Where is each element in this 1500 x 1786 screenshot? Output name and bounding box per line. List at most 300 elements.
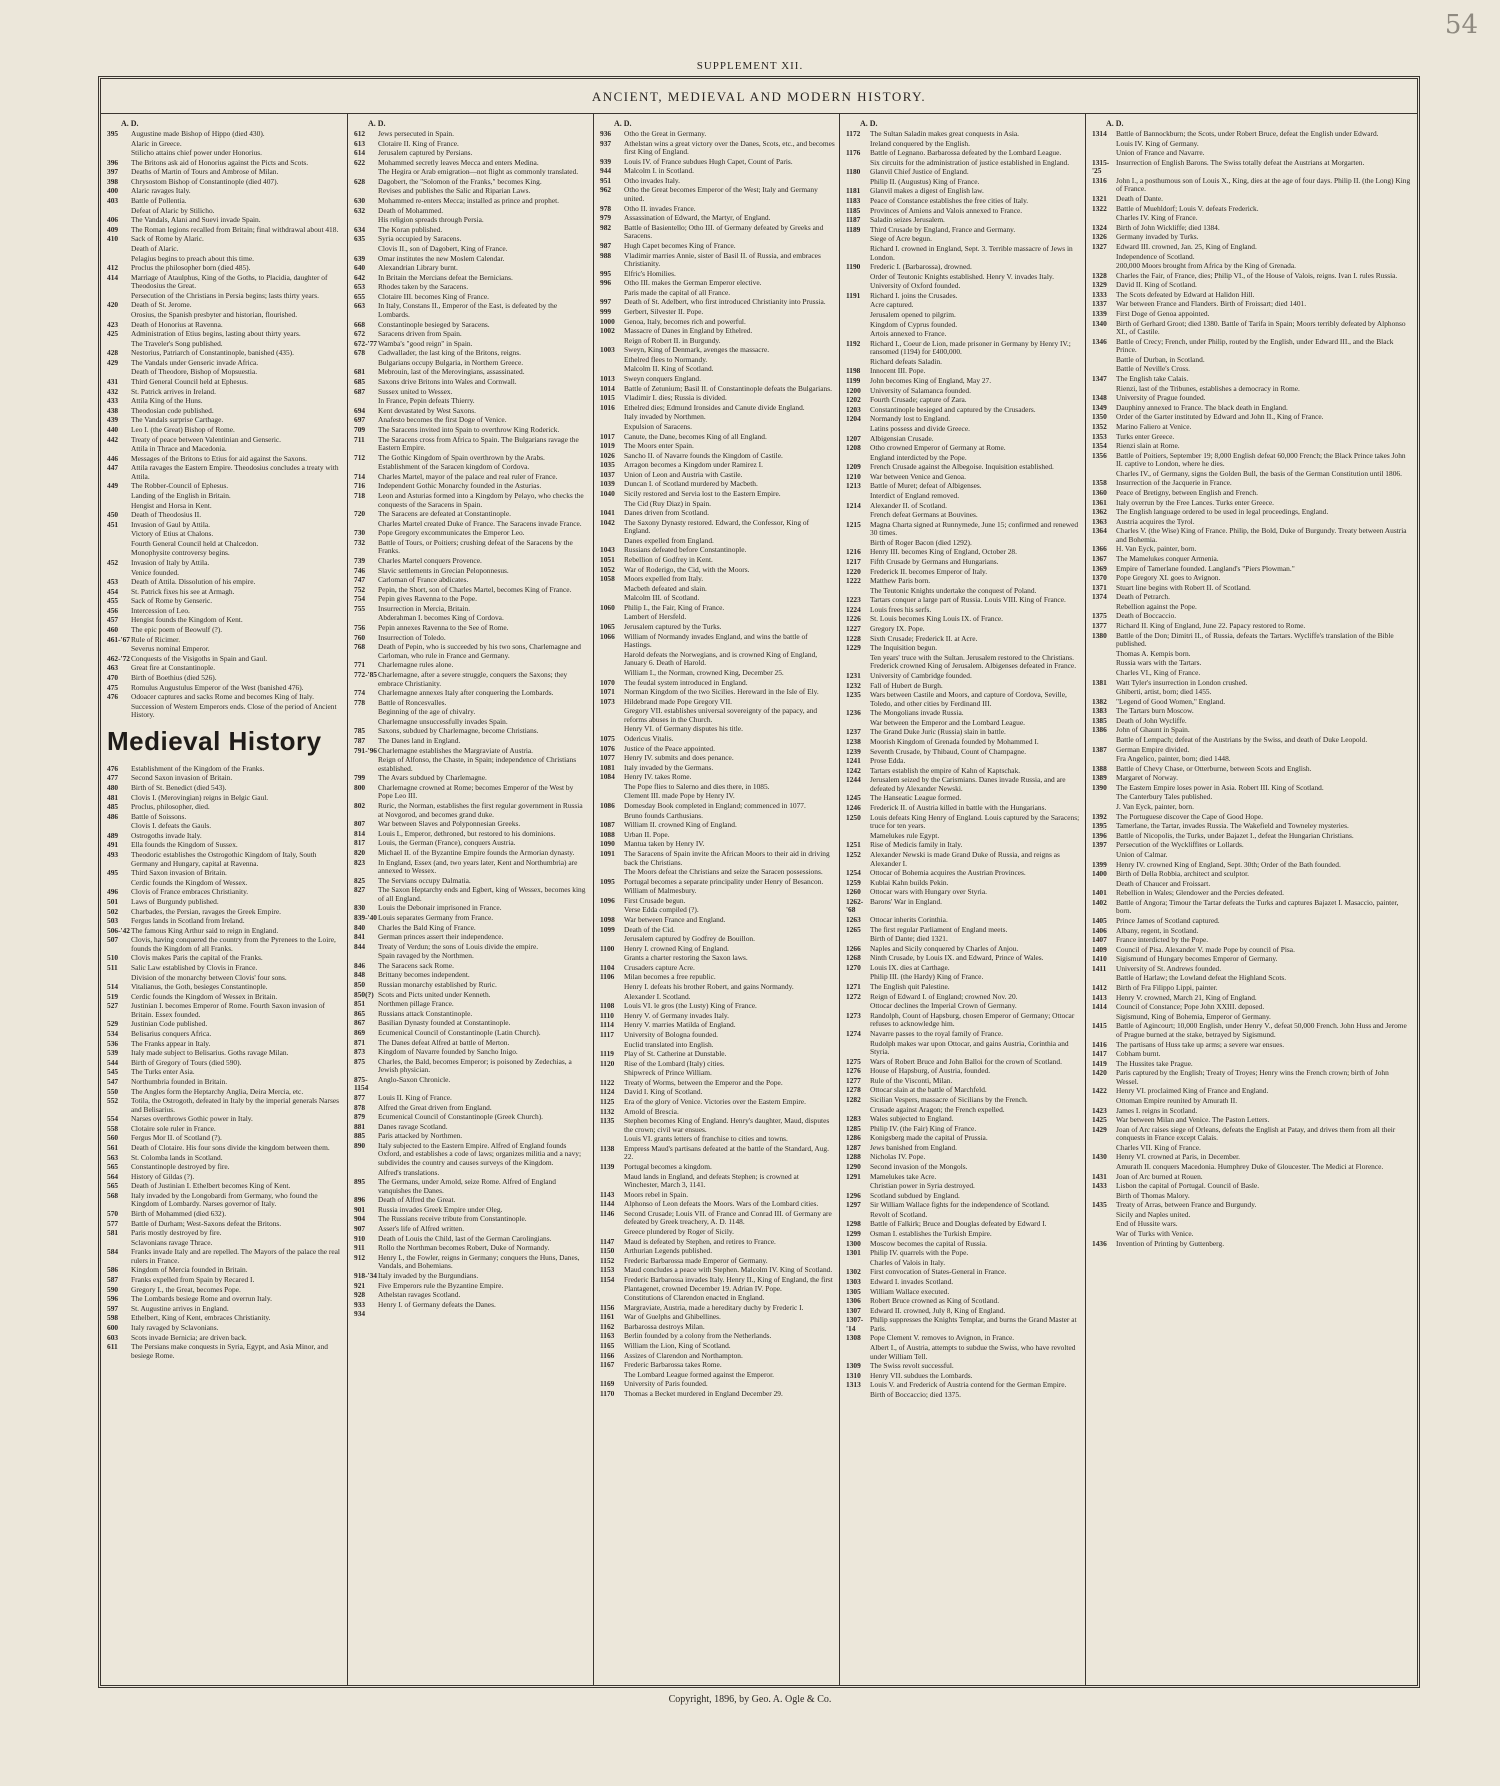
entry-year: 827: [354, 885, 366, 895]
entry-text: Dagobert, the "Solomon of the Franks," becomes King.: [378, 176, 542, 186]
history-entry: [354, 1094, 589, 1103]
entry-text: Era of the glory of Venice. Victories over the Eastern Empire.: [624, 1096, 806, 1106]
entry-text: Innocent III. Pope.: [870, 366, 926, 376]
ad-label: A. D.: [1106, 119, 1124, 128]
entry-year: 486: [107, 811, 119, 821]
entry-year: 1037: [600, 469, 615, 479]
entry-year: 1333: [1092, 289, 1107, 299]
history-entry: [846, 245, 1081, 262]
history-entry: [600, 385, 835, 394]
history-entry: [107, 311, 343, 320]
history-entry: [600, 783, 835, 792]
history-entry: [846, 511, 1081, 520]
entry-year: 1189: [846, 224, 861, 234]
history-entry: [600, 878, 835, 887]
entry-year: [1092, 140, 1116, 149]
history-entry: [1092, 489, 1413, 498]
history-entry: [600, 1079, 835, 1088]
entry-year: 480: [107, 783, 119, 792]
entry-year: 1117: [600, 1029, 614, 1039]
entry-text: Alaric in Greece.: [131, 138, 182, 148]
history-entry: [1092, 499, 1413, 508]
history-entry: [600, 773, 835, 782]
entry-year: 1260: [846, 887, 861, 897]
history-entry: [354, 849, 589, 858]
entry-year: 1065: [600, 622, 615, 632]
entry-year: 1411: [1092, 963, 1107, 973]
entry-year: [846, 832, 870, 841]
entry-text: Justinian Code published.: [131, 1019, 208, 1029]
history-entry: [354, 1301, 589, 1310]
entry-text: Ninth Crusade, by Louis IX. and Edward, Prince of Wales.: [870, 953, 1044, 963]
history-entry: [107, 626, 343, 635]
history-entry: [1092, 195, 1413, 204]
history-entry: [846, 851, 1081, 868]
history-entry: [600, 1135, 835, 1144]
entry-text: Philip III. (the Hardy) King of France.: [870, 972, 984, 982]
entry-year: 685: [354, 377, 366, 387]
entry-text: Otho the Great becomes Emperor of the West; Italy and Germany united.: [624, 185, 818, 204]
history-entry: [846, 425, 1081, 434]
entry-year: [846, 1211, 870, 1220]
entry-text: Spain ravaged by the Northmen.: [378, 951, 474, 961]
entry-text: Council of Constance; Pope John XXIII. deposed.: [1116, 1002, 1265, 1012]
history-entry: [1092, 1163, 1413, 1172]
entry-text: War of Turks with Venice.: [1116, 1229, 1194, 1239]
entry-year: 830: [354, 903, 366, 913]
entry-text: William I., the Norman, crowned King, December 25.: [624, 667, 784, 677]
entry-year: 712: [354, 452, 366, 462]
entry-year: 1327: [1092, 241, 1107, 251]
entry-year: 1352: [1092, 421, 1107, 431]
entry-text: Charles VII. King of France.: [1116, 1142, 1201, 1152]
history-entry: [354, 1215, 589, 1224]
history-entry: [1092, 140, 1413, 149]
entry-text: Malcolm III. of Scotland.: [624, 593, 700, 603]
history-entry: [107, 1163, 343, 1172]
entry-year: [1092, 1163, 1116, 1172]
entry-year: 597: [107, 1303, 119, 1313]
entry-text: Moscow becomes the capital of Russia.: [870, 1238, 987, 1248]
history-entry: [600, 177, 835, 186]
entry-text: Clement III. made Pope by Henry IV.: [624, 791, 735, 801]
history-entry: [354, 661, 589, 670]
history-entry: [107, 983, 343, 992]
entry-text: Scots and Picts united under Kenneth.: [378, 989, 491, 999]
entry-text: In France, Pepin defeats Thierry.: [378, 396, 475, 406]
history-entry: [354, 671, 589, 688]
entry-text: Victory of Etius at Chalons.: [131, 529, 214, 539]
history-entry: [354, 283, 589, 292]
entry-text: The Vandals under Genseric invade Africa.: [131, 357, 259, 367]
entry-year: 1288: [846, 1152, 861, 1162]
entry-year: [107, 502, 131, 511]
entry-text: Saxons, subdued by Charlemagne, become Christians.: [378, 726, 539, 736]
history-entry: [600, 471, 835, 480]
history-entry: [600, 509, 835, 518]
entry-year: 1361: [1092, 497, 1107, 507]
entry-year: 850: [354, 980, 366, 990]
entry-year: 400: [107, 186, 119, 196]
history-entry: [600, 1060, 835, 1069]
entry-year: [107, 245, 131, 254]
entry-year: 1039: [600, 479, 615, 489]
entry-text: Ottoman Empire reunited by Amurath II.: [1116, 1095, 1238, 1105]
history-entry: [600, 318, 835, 327]
history-entry: [600, 1313, 835, 1322]
entry-text: Urban II. Pope.: [624, 829, 670, 839]
history-entry: [107, 1068, 343, 1077]
entry-year: 1013: [600, 374, 615, 384]
history-entry: [1092, 650, 1413, 659]
entry-text: Danes ravage Scotland.: [378, 1121, 448, 1131]
entry-year: 1274: [846, 1028, 861, 1038]
history-entry: [354, 943, 589, 952]
entry-year: 1413: [1092, 992, 1107, 1002]
entry-year: 1035: [600, 460, 615, 470]
entry-year: [600, 1135, 624, 1144]
history-entry: [354, 971, 589, 980]
entry-text: The Cid (Ruy Diaz) in Spain.: [624, 498, 712, 508]
entry-text: Second Saxon invasion of Britain.: [131, 773, 233, 783]
history-entry: [1092, 272, 1413, 281]
entry-year: 1114: [600, 1020, 614, 1030]
entry-year: 681: [354, 367, 366, 377]
entry-text: Northumbria founded in Britain.: [131, 1076, 228, 1086]
history-entry: [600, 964, 835, 973]
entry-text: Sweyn conquers England.: [624, 374, 701, 384]
history-entry: [846, 1115, 1081, 1124]
entry-text: Greece plundered by Roger of Sicily.: [624, 1227, 734, 1237]
entry-year: 1250: [846, 812, 861, 822]
entry-year: 1242: [846, 765, 861, 775]
history-entry: [354, 197, 589, 206]
history-entry: [354, 962, 589, 971]
entry-year: 878: [354, 1102, 366, 1112]
entry-year: 746: [354, 565, 366, 575]
entry-text: Clovis I. (Merovingian) reigns in Belgic Gaul.: [131, 792, 269, 802]
entry-text: Harold defeats the Norwegians, and is crowned King of England, January 6. Death of Harold.: [624, 649, 818, 668]
entry-text: Monophysite controversy begins.: [131, 548, 230, 558]
history-entry: [600, 1380, 835, 1389]
entry-year: [600, 954, 624, 963]
history-entry: [107, 803, 343, 812]
entry-year: 1307-'14: [846, 1315, 864, 1333]
entry-year: 1315-'25: [1092, 157, 1110, 176]
entry-year: [1092, 755, 1116, 764]
entry-year: 877: [354, 1092, 366, 1102]
entry-text: John becomes King of England, May 27.: [870, 376, 992, 386]
entry-year: [354, 756, 378, 773]
entry-year: 1215: [846, 519, 861, 529]
history-entry: [600, 298, 835, 307]
entry-text: The Gothic Kingdom of Spain overthrown by the Arabs.: [378, 452, 545, 462]
entry-text: The Grand Duke Juric (Russia) slain in battle.: [870, 727, 1006, 737]
history-entry: [1092, 965, 1413, 974]
entry-text: Death of Alfred the Great.: [378, 1195, 456, 1205]
entry-year: [846, 511, 870, 520]
entry-year: 554: [107, 1114, 119, 1124]
history-entry: [354, 454, 589, 463]
entry-year: 456: [107, 605, 119, 615]
entry-year: 536: [107, 1038, 119, 1048]
history-entry: [107, 235, 343, 244]
history-entry: [600, 1002, 835, 1011]
entry-year: 1272: [846, 991, 861, 1001]
entry-text: Lambert of Hersfeld.: [624, 612, 687, 622]
entry-year: [107, 445, 131, 454]
entry-text: Ecumenical Council of Constantinople (Latin Church).: [378, 1027, 541, 1037]
history-entry: [1092, 1041, 1413, 1050]
entry-year: 921: [354, 1280, 366, 1290]
entry-text: Paris attacked by Northmen.: [378, 1131, 463, 1141]
entry-year: 1350: [1092, 412, 1107, 422]
entry-year: 454: [107, 586, 119, 596]
entry-text: Cerdic founds the Kingdom of Wessex in Britain.: [131, 991, 278, 1001]
history-entry: [107, 1229, 343, 1238]
entry-text: Rebellion against the Pope.: [1116, 601, 1197, 611]
entry-text: Clotaire II. King of France.: [378, 138, 459, 148]
history-entry: [354, 426, 589, 435]
entry-year: [846, 1040, 870, 1057]
entry-text: Division of the monarchy between Clovis' four sons.: [131, 972, 287, 982]
entry-year: 901: [354, 1204, 366, 1214]
entry-year: 848: [354, 970, 366, 980]
column-4: [839, 113, 1085, 1685]
history-entry: [600, 897, 835, 906]
entry-year: [600, 935, 624, 944]
entry-text: Insurrection in Mercia, Britain.: [378, 603, 471, 613]
history-entry: [1092, 1126, 1413, 1143]
entry-year: 477: [107, 773, 119, 783]
history-entry: [846, 1002, 1081, 1011]
entry-text: Stephen becomes King of England. Henry's daughter, Maud, disputes the crown; civil war ensues.: [624, 1116, 830, 1134]
history-entry: [354, 605, 589, 614]
entry-text: Anglo-Saxon Chronicle.: [378, 1074, 451, 1084]
entry-year: 1324: [1092, 222, 1107, 232]
entry-year: 1217: [846, 557, 861, 567]
history-entry: [846, 709, 1081, 718]
entry-year: 446: [107, 453, 119, 463]
entry-text: Charbades, the Persian, ravages the Greek Empire.: [131, 906, 282, 916]
entry-text: Death of John Wycliffe.: [1116, 715, 1187, 725]
entry-text: Russian monarchy established by Ruric.: [378, 980, 497, 990]
entry-text: Battle of Durham; West-Saxons defeat the Britons.: [131, 1218, 282, 1228]
entry-text: Brittany becomes independent.: [378, 970, 470, 980]
entry-year: [1092, 385, 1116, 394]
history-entry: [600, 480, 835, 489]
history-entry: [1092, 1230, 1413, 1239]
entry-text: Order of Teutonic Knights established. Henry V. invades Italy.: [870, 271, 1054, 281]
entry-year: 995: [600, 268, 612, 278]
entry-text: Philip IV. (the Fair) King of France.: [870, 1123, 977, 1133]
entry-year: 800: [354, 782, 366, 792]
history-entry: [107, 569, 343, 578]
entry-year: 1322: [1092, 203, 1107, 213]
entry-text: Provinces of Amiens and Valois annexed to France.: [870, 205, 1023, 215]
entry-year: 1431: [1092, 1171, 1107, 1181]
entry-text: The Saracens of Spain invite the African Moors to their aid in driving back the Christians.: [624, 848, 830, 867]
entry-text: University of Paris founded.: [624, 1379, 708, 1389]
entry-year: [600, 725, 624, 734]
entry-text: Union of France and Navarre.: [1116, 148, 1205, 158]
entry-text: Invasion of Italy by Attila.: [131, 558, 210, 568]
history-entry: [600, 594, 835, 603]
entry-text: Birth of Boethius (died 526).: [131, 672, 217, 682]
entry-year: [1092, 793, 1116, 802]
entry-year: 634: [354, 224, 366, 234]
history-entry: [1092, 593, 1413, 602]
history-entry: [107, 197, 343, 206]
history-entry: [600, 669, 835, 678]
entry-year: 1405: [1092, 915, 1107, 925]
history-entry: [846, 178, 1081, 187]
entry-text: Council of Pisa. Alexander V. made Pope by council of Pisa.: [1116, 944, 1295, 954]
history-entry: [846, 330, 1081, 339]
history-entry: [354, 904, 589, 913]
entry-text: Third Saxon invasion of Britain.: [131, 868, 227, 878]
entry-text: The Koran published.: [378, 224, 443, 234]
entry-year: 581: [107, 1228, 119, 1238]
history-entry: [107, 1088, 343, 1097]
history-entry: [846, 539, 1081, 548]
entry-text: Northmen pillage France.: [378, 999, 454, 1009]
entry-text: First Crusade begun.: [624, 895, 686, 905]
entry-text: Milan becomes a free republic.: [624, 972, 716, 982]
entry-year: 1016: [600, 402, 615, 412]
entry-year: 453: [107, 577, 119, 587]
entry-text: Louis V. and Frederick of Austria contend for the German Empire.: [870, 1380, 1067, 1390]
entry-text: University of Prague founded.: [1116, 393, 1206, 403]
entry-text: Canute, the Dane, becomes King of all England.: [624, 431, 767, 441]
history-entry: [354, 1291, 589, 1300]
entry-year: 1382: [1092, 696, 1107, 706]
entry-text: Charles of Valois in Italy.: [870, 1257, 946, 1267]
history-entry: [354, 586, 589, 595]
entry-year: 1362: [1092, 507, 1107, 517]
header-band: [101, 79, 1417, 114]
entry-year: 1406: [1092, 925, 1107, 935]
entry-year: 570: [107, 1209, 119, 1219]
entry-text: Constantinople besieged by Saracens.: [378, 319, 490, 329]
entry-year: 502: [107, 906, 119, 916]
entry-text: Wales subjected to England.: [870, 1114, 954, 1124]
history-entry: [846, 767, 1081, 776]
history-entry: [1092, 917, 1413, 926]
entry-text: Rise of Medicis family in Italy.: [870, 840, 963, 850]
entry-text: German Empire divided.: [1116, 744, 1190, 754]
history-entry: [1092, 1107, 1413, 1116]
entry-text: Battle of Harlaw; the Lowland defeat the Highland Scots.: [1116, 973, 1287, 983]
entry-year: [354, 952, 378, 961]
entry-year: [1092, 262, 1116, 271]
entry-year: 1383: [1092, 706, 1107, 716]
entry-text: Proclus, philosopher, died.: [131, 802, 210, 812]
history-entry: [354, 1310, 589, 1319]
history-entry: [107, 645, 343, 654]
history-entry: [846, 1012, 1081, 1029]
history-entry: [1092, 442, 1413, 451]
entry-text: Henry V. crowned, March 21, King of England.: [1116, 992, 1257, 1002]
history-entry: [846, 1067, 1081, 1076]
history-entry: [354, 436, 589, 453]
entry-year: 406: [107, 215, 119, 225]
entry-text: Death of Louis the Child, last of the German Carolingians.: [378, 1233, 552, 1243]
entry-year: 395: [107, 129, 119, 138]
entry-year: [354, 718, 378, 727]
entry-text: Acre captured.: [870, 300, 914, 310]
entry-text: Battle of Agincourt; 10,000 English, under Henry V., defeat 50,000 French. John Huss and Jerome of Prague burned at the stake, betrayed by Sigismund.: [1116, 1021, 1407, 1039]
history-entry: [107, 703, 343, 720]
entry-text: Ella founds the Kingdom of Sussex.: [131, 840, 238, 850]
history-entry: [600, 394, 835, 403]
entry-text: Battle of Falkirk; Bruce and Douglas defeated by Edward I.: [870, 1219, 1047, 1229]
entry-year: [1092, 803, 1116, 812]
history-entry: [354, 388, 589, 397]
entry-text: Louis, the German (France), conquers Austria.: [378, 838, 516, 848]
history-entry: [354, 321, 589, 330]
history-entry: [846, 794, 1081, 803]
entry-text: Clovis, having conquered the country from the Pyrenees to the Loire, founds the Kingdom of all Franks.: [131, 935, 336, 953]
entry-year: 1146: [600, 1208, 615, 1218]
history-entry: [107, 794, 343, 803]
history-entry: [846, 159, 1081, 168]
entry-year: [1092, 149, 1116, 158]
entry-year: 663: [354, 301, 366, 311]
entry-text: Fergus lands in Scotland from Ireland.: [131, 916, 245, 926]
entry-year: 1296: [846, 1190, 861, 1200]
history-entry: [846, 1096, 1081, 1105]
entry-year: 1348: [1092, 393, 1107, 403]
entry-year: 1166: [600, 1350, 615, 1360]
entry-year: 672-'77: [354, 338, 377, 348]
entry-year: 565: [107, 1162, 119, 1172]
entry-text: Joan of Arc raises siege of Orleans, defeats the English at Patay, and drives them from all their conquests in France except Calais.: [1116, 1124, 1396, 1143]
history-entry: [1092, 726, 1413, 735]
history-entry: [1092, 527, 1413, 544]
entry-year: 614: [354, 148, 366, 158]
entry-year: 1246: [846, 803, 861, 813]
history-entry: [600, 546, 835, 555]
entry-year: 447: [107, 463, 119, 473]
entry-text: Thomas a Becket murdered in England December 29.: [624, 1388, 783, 1398]
entry-year: [107, 311, 131, 320]
entry-year: 714: [354, 471, 366, 481]
entry-text: Death of Boccaccio.: [1116, 611, 1177, 621]
entry-year: [1092, 669, 1116, 678]
history-entry: [846, 1125, 1081, 1134]
history-entry: [107, 1097, 343, 1114]
entry-text: Battle of Soissons.: [131, 811, 187, 821]
entry-year: [600, 537, 624, 546]
entry-text: Sicily and Naples united.: [1116, 1209, 1191, 1219]
history-entry: [846, 492, 1081, 501]
history-entry: [846, 964, 1081, 973]
history-entry: [107, 1059, 343, 1068]
history-entry: [846, 748, 1081, 757]
entry-text: Assizes of Clarendon and Northampton.: [624, 1350, 743, 1360]
entry-text: Expulsion of Saracens.: [624, 421, 692, 431]
entry-year: 709: [354, 424, 366, 434]
entry-year: 907: [354, 1224, 366, 1234]
history-entry: [846, 1144, 1081, 1153]
entry-text: Conquests of the Visigoths in Spain and Gaul.: [131, 653, 268, 663]
history-entry: [1092, 149, 1413, 158]
entry-text: Beginning of the age of chivalry.: [378, 707, 476, 717]
entry-text: Odoacer captures and sacks Rome and becomes King of Italy.: [131, 692, 314, 702]
history-entry: [107, 655, 343, 664]
entry-year: 1216: [846, 547, 861, 557]
